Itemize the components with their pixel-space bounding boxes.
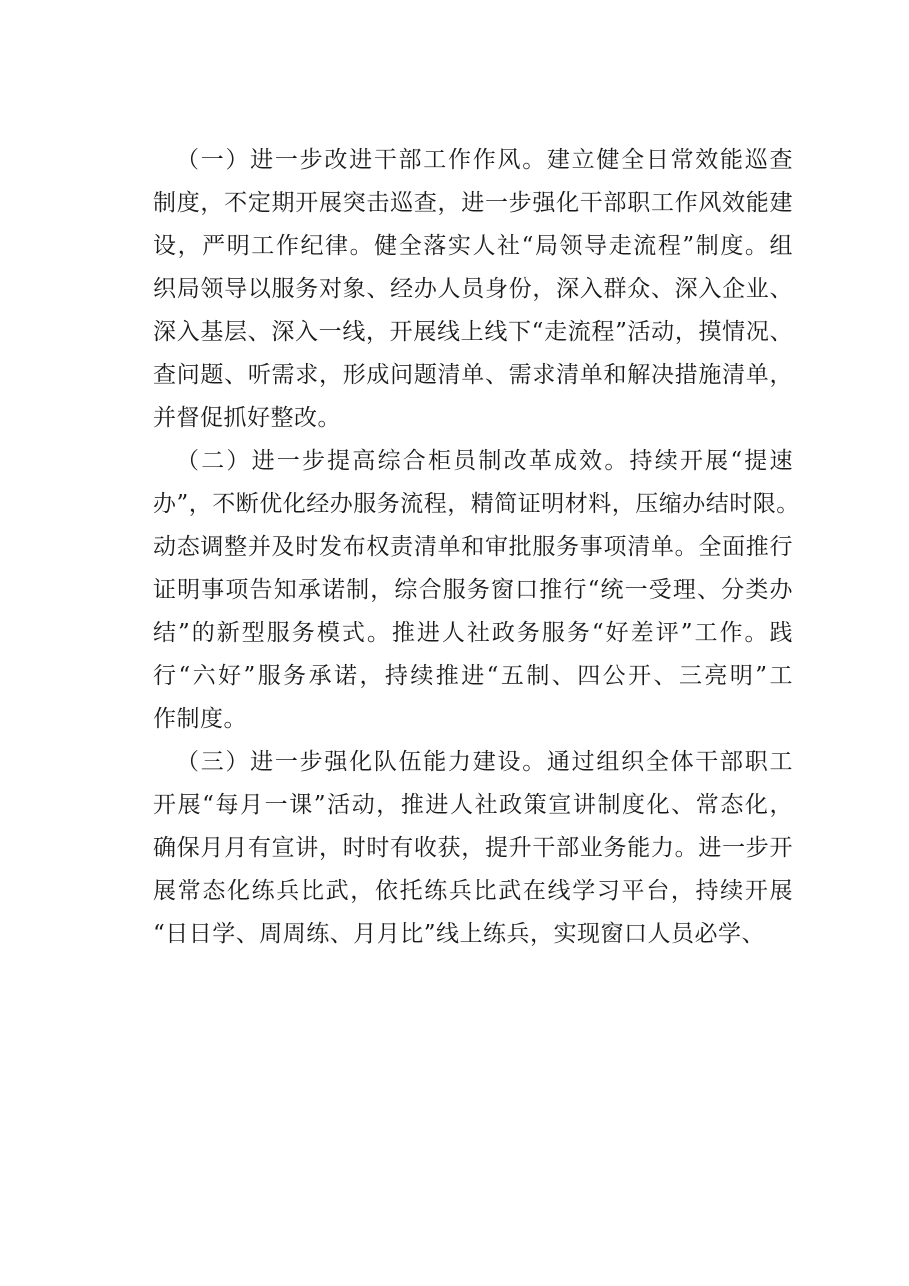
paragraph-line: “日日学、周周练、月月比”线上练兵，实现窗口人员必学、 [153,921,766,947]
paragraph-line: 动态调整并及时发布权责清单和审批服务事项清单。全面推行 [153,534,793,560]
paragraph-line: 织局领导以服务对象、经办人员身份，深入群众、深入企业、 [153,276,793,302]
paragraph-line: 查问题、听需求，形成问题清单、需求清单和解决措施清单， [153,362,793,388]
paragraph-line: 证明事项告知承诺制，综合服务窗口推行“统一受理、分类办 [153,577,793,603]
paragraph-2 [153,440,800,741]
paragraph-line: （一）进一步改进干部工作作风。建立健全日常效能巡查 [176,147,793,173]
paragraph-line: 制度，不定期开展突击巡查，进一步强化干部职工作风效能建 [153,190,793,216]
document-body [153,139,800,956]
paragraph-line: （三）进一步强化队伍能力建设。通过组织全体干部职工 [176,749,793,775]
paragraph-line: （二）进一步提高综合柜员制改革成效。持续开展“提速 [176,448,793,474]
paragraph-line: 结”的新型服务模式。推进人社政务服务“好差评”工作。践 [153,620,793,646]
paragraph-line: 办”，不断优化经办服务流程，精简证明材料，压缩办结时限。 [153,491,800,517]
paragraph-1 [153,139,793,440]
paragraph-line: 并督促抓好整改。 [153,405,341,431]
paragraph-line: 作制度。 [153,706,247,732]
paragraph-3 [153,741,793,956]
paragraph-line: 行“六好”服务承诺，持续推进“五制、四公开、三亮明”工 [153,663,793,689]
paragraph-line: 深入基层、深入一线，开展线上线下“走流程”活动，摸情况、 [153,319,793,345]
paragraph-line: 确保月月有宣讲，时时有收获，提升干部业务能力。进一步开 [153,835,793,861]
paragraph-line: 开展“每月一课”活动，推进人社政策宣讲制度化、常态化， [153,792,793,818]
paragraph-line: 设，严明工作纪律。健全落实人社“局领导走流程”制度。组 [153,233,793,259]
paragraph-line: 展常态化练兵比武，依托练兵比武在线学习平台，持续开展 [153,878,793,904]
